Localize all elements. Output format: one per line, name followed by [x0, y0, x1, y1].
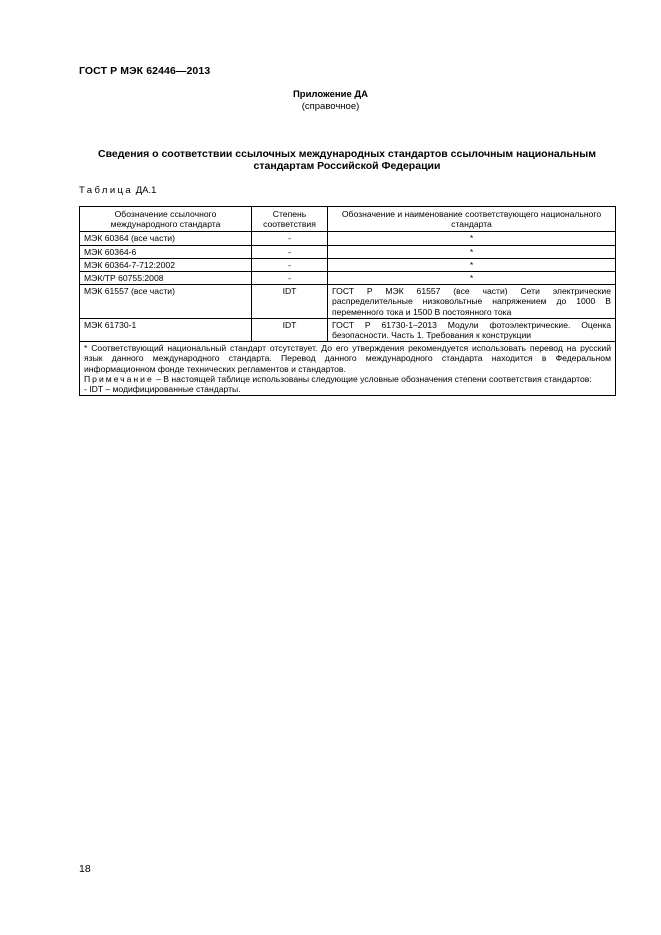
section-title-line-2: стандартам Российской Федерации: [253, 160, 441, 172]
cell-ref: МЭК 61730-1: [80, 318, 252, 341]
page-number: 18: [79, 863, 91, 875]
table-footnote-row: [80, 342, 616, 396]
note-label: Примечание: [84, 373, 154, 384]
table-caption: [79, 185, 156, 196]
cell-national: ГОСТ Р 61730-1–2013 Модули фотоэлектрические. Оценка безопасности. Часть 1. Требования к конструкции: [328, 318, 616, 341]
appendix-heading: [0, 89, 661, 113]
note-paragraph: [84, 374, 611, 384]
cell-national: ГОСТ Р МЭК 61557 (все части) Сети электрические распределительные низковольтные напряжением до 1000 В переменного тока и 1500 В постоянного тока: [328, 285, 616, 319]
cell-degree: -: [252, 258, 328, 271]
table-row: [80, 318, 616, 341]
cell-ref: МЭК 61557 (все части): [80, 285, 252, 319]
document-header: ГОСТ Р МЭК 62446—2013: [79, 65, 211, 77]
standards-table: [79, 206, 616, 396]
cell-degree: -: [252, 245, 328, 258]
cell-degree: -: [252, 272, 328, 285]
section-title-line-1: Сведения о соответствии ссылочных международных стандартов ссылочным национальным: [98, 148, 596, 160]
header-ref: Обозначение ссылочного международного стандарта: [80, 207, 252, 232]
table-row: [80, 245, 616, 258]
cell-national: *: [328, 245, 616, 258]
table-caption-word: Таблица: [79, 185, 134, 196]
cell-national: *: [328, 272, 616, 285]
table-row: [80, 232, 616, 245]
cell-national: *: [328, 232, 616, 245]
appendix-subtitle: (справочное): [301, 101, 360, 112]
cell-national: *: [328, 258, 616, 271]
cell-ref: МЭК 60364-7-712:2002: [80, 258, 252, 271]
table-caption-id: ДА.1: [135, 185, 157, 196]
table-header-row: [80, 207, 616, 232]
footnote-text: * Соответствующий национальный стандарт отсутствует. До его утверждения рекомендуется использовать перевод на русский язык данного международного стандарта. Перевод данного международного стандарта находится в Федеральном информационном фонде технических регламентов и стандартов.: [84, 343, 611, 374]
cell-ref: МЭК/ТР 60755:2008: [80, 272, 252, 285]
cell-degree: -: [252, 232, 328, 245]
table-row: [80, 285, 616, 319]
table-row: [80, 272, 616, 285]
appendix-title: Приложение ДА: [292, 89, 369, 100]
cell-ref: МЭК 60364-6: [80, 245, 252, 258]
cell-degree: IDT: [252, 285, 328, 319]
table-row: [80, 258, 616, 271]
note-item: - IDT – модифицированные стандарты.: [84, 384, 241, 395]
header-national: Обозначение и наименование соответствующего национального стандарта: [328, 207, 616, 232]
cell-degree: IDT: [252, 318, 328, 341]
note-text: – В настоящей таблице использованы следующие условные обозначения степени соответствия стандартов:: [153, 373, 592, 384]
header-degree: Степень соответствия: [252, 207, 328, 232]
table-footnote-cell: [80, 342, 616, 396]
cell-ref: МЭК 60364 (все части): [80, 232, 252, 245]
section-title: [79, 148, 615, 172]
